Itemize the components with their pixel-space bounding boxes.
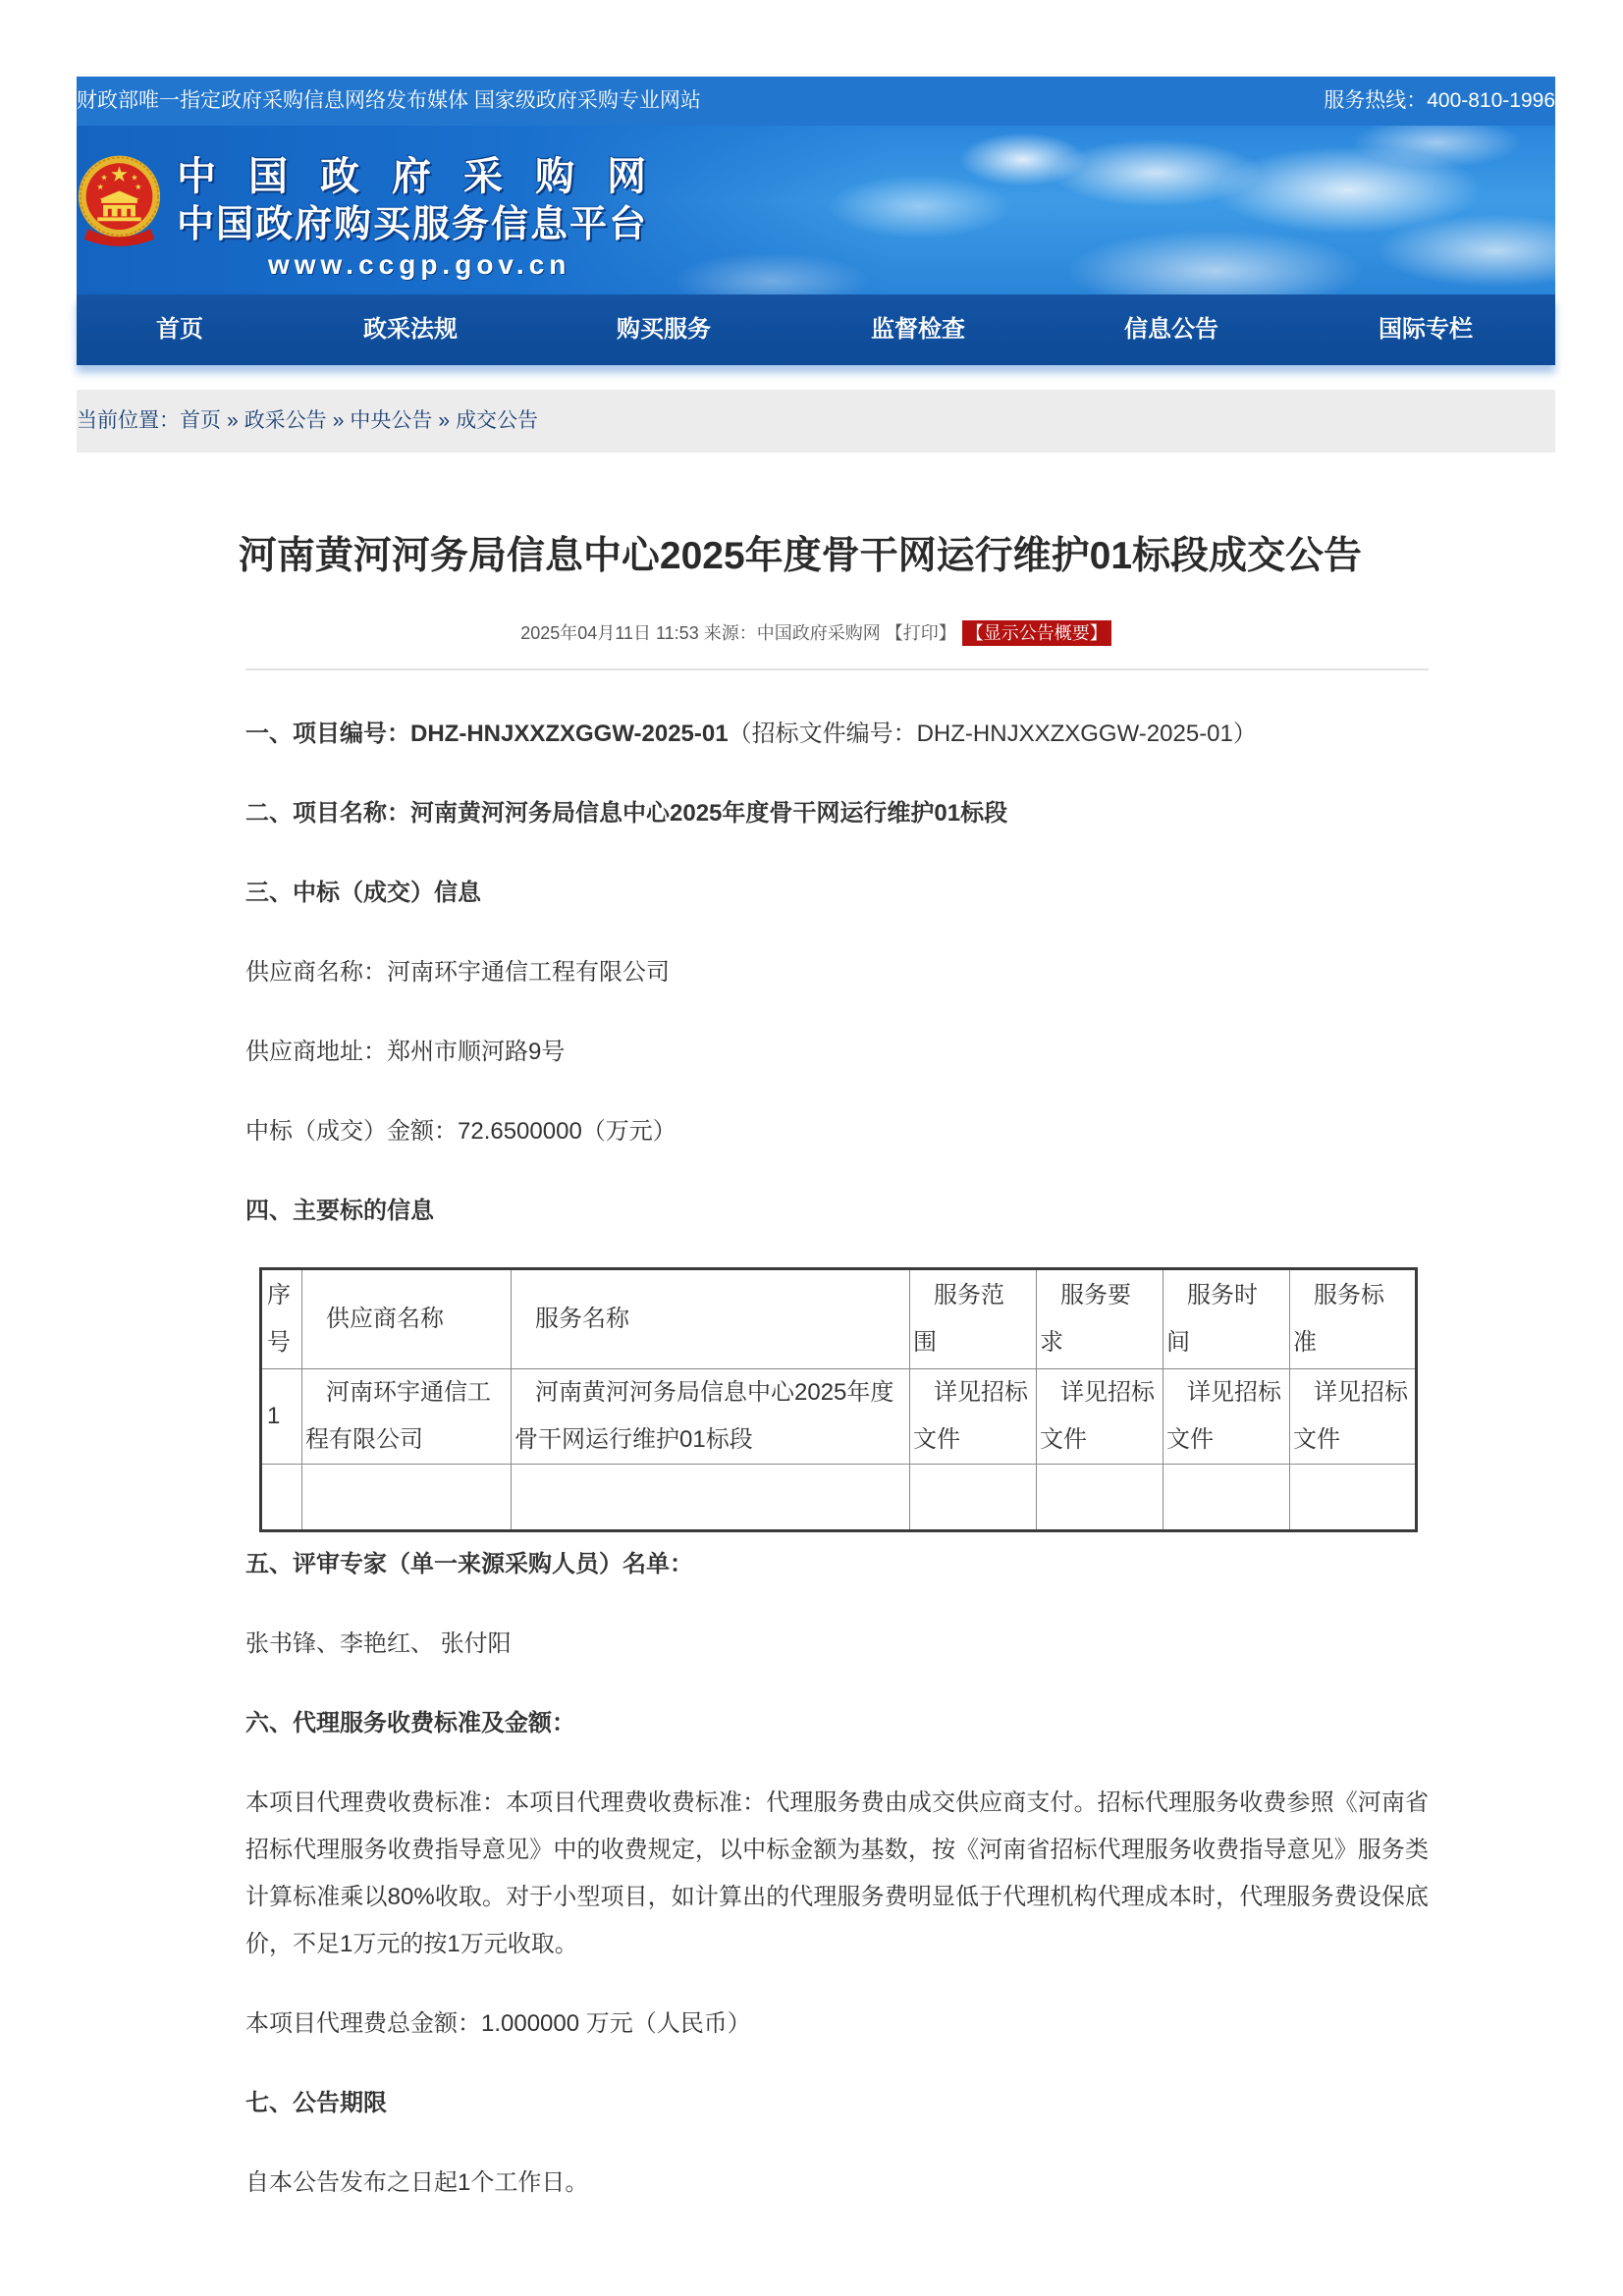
nav-item-home[interactable]: 首页: [156, 316, 203, 343]
column-header: 服务要求: [1037, 1269, 1163, 1369]
breadcrumb-central-notices[interactable]: 中央公告: [350, 409, 433, 432]
banner-sky: [77, 126, 1555, 294]
column-header: 服务标准: [1290, 1269, 1417, 1369]
table-cell-empty: [261, 1465, 302, 1531]
table-cell: 1: [261, 1369, 302, 1465]
breadcrumb-separator: »: [438, 409, 451, 432]
nav-item-supervision[interactable]: 监督检查: [871, 316, 965, 343]
agency-fee-standard: 本项目代理费收费标准：本项目代理费收费标准：代理服务费由成交供应商支付。招标代理服务收费参照《河南省招标代理服务收费指导意见》中的收费规定，以中标金额为基数，按《河南省招标代理服务收费指导意见》服务类计算标准乘以80%收取。对于小型项目，如计算出的代理服务费明显低于代理机构代理成本时，代理服务费设保底价，不足1万元的按1万元收取。: [245, 1789, 1429, 1957]
items-heading: 四、主要标的信息: [245, 1198, 434, 1224]
nav-item-international[interactable]: 国际专栏: [1379, 316, 1473, 343]
items-table: [259, 1267, 1418, 1532]
notice-period-text: 自本公告发布之日起1个工作日。: [245, 2169, 589, 2196]
nav-item-announcements[interactable]: 信息公告: [1124, 316, 1218, 343]
table-cell: 河南黄河河务局信息中心2025年度骨干网运行维护01标段: [512, 1369, 910, 1465]
service-hotline: 服务热线：400-810-1996: [1324, 89, 1555, 112]
agency-fee-heading: 六、代理服务收费标准及金额：: [245, 1710, 575, 1736]
table-cell: 详见招标文件: [1037, 1369, 1163, 1465]
title-divider: [245, 668, 1429, 670]
award-amount: 中标（成交）金额：72.6500000（万元）: [245, 1118, 676, 1145]
table-cell-empty: [512, 1465, 910, 1531]
breadcrumb-procurement-notices[interactable]: 政采公告: [243, 409, 327, 432]
article-meta: [77, 618, 1555, 648]
table-cell-empty: [1290, 1465, 1417, 1531]
table-cell: 详见招标文件: [1163, 1369, 1290, 1465]
page-title: 河南黄河河务局信息中心2025年度骨干网运行维护01标段成交公告: [238, 535, 1363, 577]
article-body: [245, 711, 1429, 2239]
breadcrumb-separator: »: [227, 409, 239, 432]
breadcrumb-award-notices[interactable]: 成交公告: [456, 409, 539, 432]
supplier-name: 供应商名称：河南环宇通信工程有限公司: [245, 959, 670, 986]
logo-subtitle: 中国政府购买服务信息平台: [177, 204, 649, 245]
column-header: 序号: [261, 1269, 302, 1369]
breadcrumb: [77, 390, 1555, 453]
project-name: 二、项目名称：河南黄河河务局信息中心2025年度骨干网运行维护01标段: [245, 800, 1008, 827]
table-cell: 河南环宇通信工程有限公司: [302, 1369, 512, 1465]
table-header-row: [261, 1269, 1417, 1369]
experts-names: 张书锋、李艳红、 张付阳: [245, 1630, 512, 1657]
nav-item-regulations[interactable]: 政采法规: [363, 316, 458, 343]
source-label: 来源：: [703, 623, 757, 643]
print-link[interactable]: 【打印】: [885, 623, 956, 643]
supplier-address: 供应商地址：郑州市顺河路9号: [245, 1039, 566, 1065]
site-header: [77, 77, 1555, 365]
logo-url: www.ccgp.gov.cn: [268, 249, 571, 280]
tender-doc-number: （招标文件编号：DHZ-HNJXXZXGGW-2025-01）: [728, 721, 1257, 747]
column-header: 服务时间: [1163, 1269, 1290, 1369]
table-cell-empty: [302, 1465, 512, 1531]
site-tagline: 财政部唯一指定政府采购信息网络发布媒体 国家级政府采购专业网站: [77, 89, 701, 112]
project-number-label: 一、项目编号：DHZ-HNJXXZXGGW-2025-01: [245, 721, 729, 747]
table-row: [261, 1369, 1417, 1465]
national-emblem-icon: [77, 151, 162, 249]
breadcrumb-prefix: 当前位置：: [77, 409, 180, 432]
top-info-bar: [77, 77, 1555, 126]
show-summary-button[interactable]: 【显示公告概要】: [962, 620, 1111, 646]
agency-fee-total: 本项目代理费总金额：1.000000 万元（人民币）: [245, 2010, 751, 2037]
main-nav: [77, 294, 1555, 365]
source-name: 中国政府采购网: [756, 623, 881, 643]
table-cell-empty: [1163, 1465, 1290, 1531]
logo-title: 中国政府采购网: [177, 155, 678, 198]
nav-item-purchase-services[interactable]: 购买服务: [617, 316, 711, 343]
column-header: 服务范围: [910, 1269, 1037, 1369]
table-cell-empty: [910, 1465, 1037, 1531]
table-cell-empty: [1037, 1465, 1163, 1531]
award-info-heading: 三、中标（成交）信息: [245, 880, 481, 906]
table-cell: 详见招标文件: [1290, 1369, 1417, 1465]
breadcrumb-separator: »: [332, 409, 345, 432]
table-row-empty: [261, 1465, 1417, 1531]
column-header: 服务名称: [512, 1269, 910, 1369]
project-number: [245, 711, 1429, 758]
publish-datetime: 2025年04月11日 11:53: [520, 623, 699, 643]
column-header: 供应商名称: [302, 1269, 512, 1369]
notice-period-heading: 七、公告期限: [245, 2090, 387, 2116]
experts-heading: 五、评审专家（单一来源采购人员）名单：: [245, 1551, 693, 1577]
breadcrumb-home[interactable]: 首页: [180, 409, 221, 432]
site-logo[interactable]: [77, 126, 744, 294]
table-cell: 详见招标文件: [910, 1369, 1037, 1465]
